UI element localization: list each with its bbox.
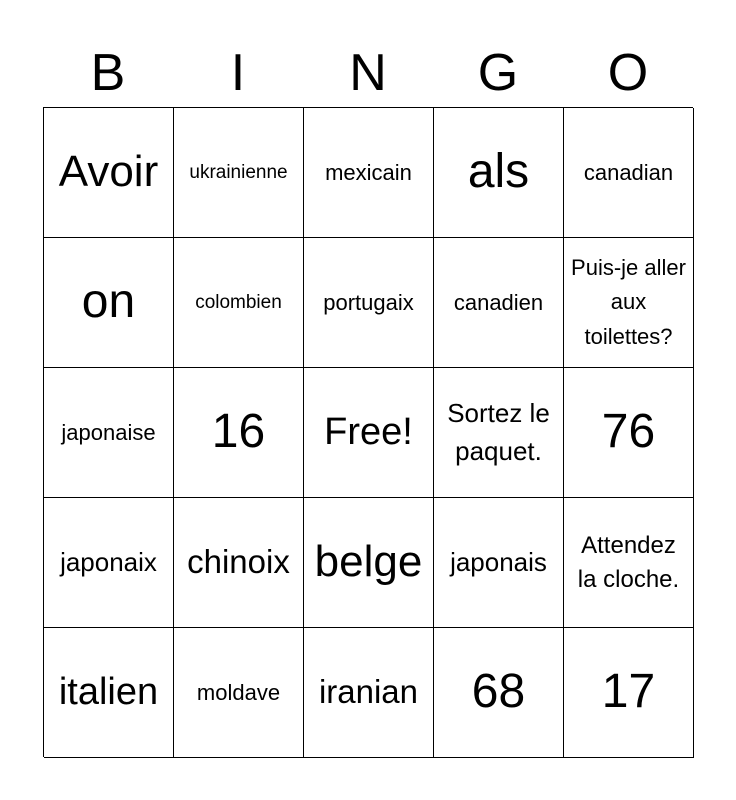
bingo-cell[interactable]: colombien [174, 238, 304, 368]
bingo-cell[interactable]: moldave [174, 628, 304, 758]
header-letter-b: B [90, 44, 126, 102]
bingo-cell[interactable]: chinoix [174, 498, 304, 628]
bingo-cell[interactable]: belge [304, 498, 434, 628]
bingo-cell[interactable]: italien [44, 628, 174, 758]
header-letter-o: O [607, 44, 649, 102]
header-letter-n: N [349, 44, 387, 102]
bingo-cell[interactable]: 68 [434, 628, 564, 758]
bingo-header [43, 40, 693, 106]
bingo-cell[interactable]: 76 [564, 368, 694, 498]
bingo-cell[interactable]: Attendez la cloche. [564, 498, 694, 628]
bingo-cell[interactable]: on [44, 238, 174, 368]
bingo-cell[interactable]: japonaise [44, 368, 174, 498]
header-letter-g: G [477, 44, 519, 102]
bingo-cell[interactable]: Puis-je aller aux toilettes? [564, 238, 694, 368]
bingo-cell[interactable]: canadien [434, 238, 564, 368]
bingo-cell[interactable]: canadian [564, 108, 694, 238]
bingo-cell[interactable]: mexicain [304, 108, 434, 238]
bingo-cell[interactable]: iranian [304, 628, 434, 758]
bingo-cell[interactable]: portugaix [304, 238, 434, 368]
bingo-cell[interactable]: ukrainienne [174, 108, 304, 238]
free-space-cell[interactable]: Free! [304, 368, 434, 498]
bingo-cell[interactable]: als [434, 108, 564, 238]
header-letter-i: I [230, 44, 246, 102]
bingo-cell[interactable]: 17 [564, 628, 694, 758]
bingo-cell[interactable]: Sortez le paquet. [434, 368, 564, 498]
bingo-cell[interactable]: 16 [174, 368, 304, 498]
bingo-cell[interactable]: japonaix [44, 498, 174, 628]
bingo-board [43, 107, 693, 757]
bingo-cell[interactable]: japonais [434, 498, 564, 628]
bingo-cell[interactable]: Avoir [44, 108, 174, 238]
